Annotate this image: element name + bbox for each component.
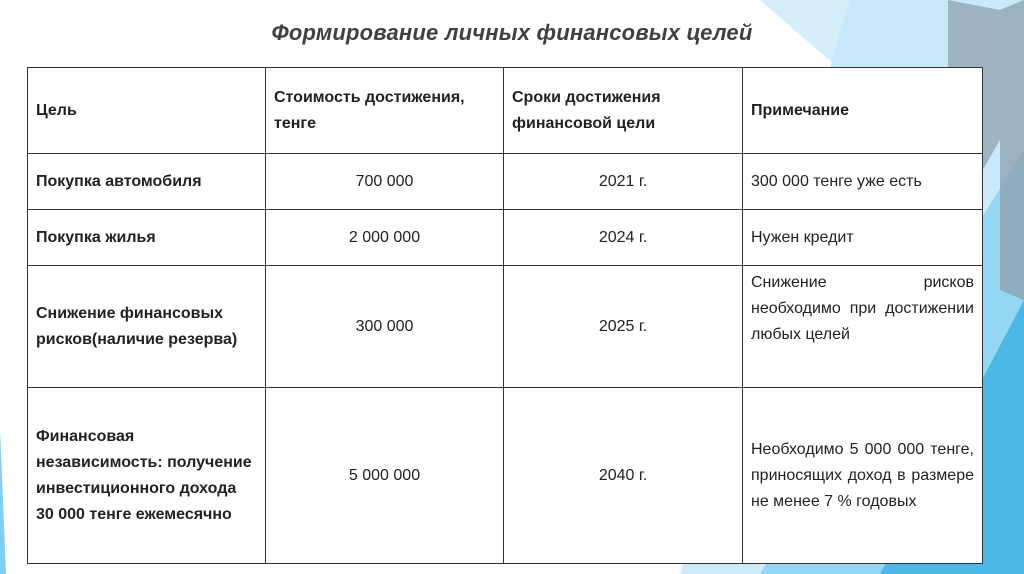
header-goal: Цель [28, 68, 266, 154]
row-cost: 5 000 000 [266, 388, 504, 564]
table-row [28, 266, 983, 388]
header-note: Примечание [743, 68, 983, 154]
table-row [28, 210, 983, 266]
row-note: Необходимо 5 000 000 тенге, приносящих доход в размере не менее 7 % годовых [743, 388, 983, 564]
header-cost: Стоимость достижения, тенге [266, 68, 504, 154]
row-cost: 300 000 [266, 266, 504, 388]
row-deadline: 2021 г. [504, 154, 743, 210]
table-row [28, 388, 983, 564]
row-note: Снижение рисков необходимо при достижении любых целей [743, 266, 983, 388]
row-goal: Покупка автомобиля [28, 154, 266, 210]
header-deadline: Сроки достижения финансовой цели [504, 68, 743, 154]
row-goal: Финансовая независимость: получение инвестиционного дохода 30 000 тенге ежемесячно [28, 388, 266, 564]
row-deadline: 2025 г. [504, 266, 743, 388]
row-note: Нужен кредит [743, 210, 983, 266]
row-note: 300 000 тенге уже есть [743, 154, 983, 210]
page-title: Формирование личных финансовых целей [271, 20, 753, 45]
row-cost: 700 000 [266, 154, 504, 210]
row-deadline: 2024 г. [504, 210, 743, 266]
table-row [28, 154, 983, 210]
deco-shape-left-sliver [0, 430, 6, 574]
goals-table [27, 67, 983, 564]
row-goal: Снижение финансовых рисков(наличие резерва) [28, 266, 266, 388]
table-header-row [28, 68, 983, 154]
row-goal: Покупка жилья [28, 210, 266, 266]
row-deadline: 2040 г. [504, 388, 743, 564]
row-cost: 2 000 000 [266, 210, 504, 266]
